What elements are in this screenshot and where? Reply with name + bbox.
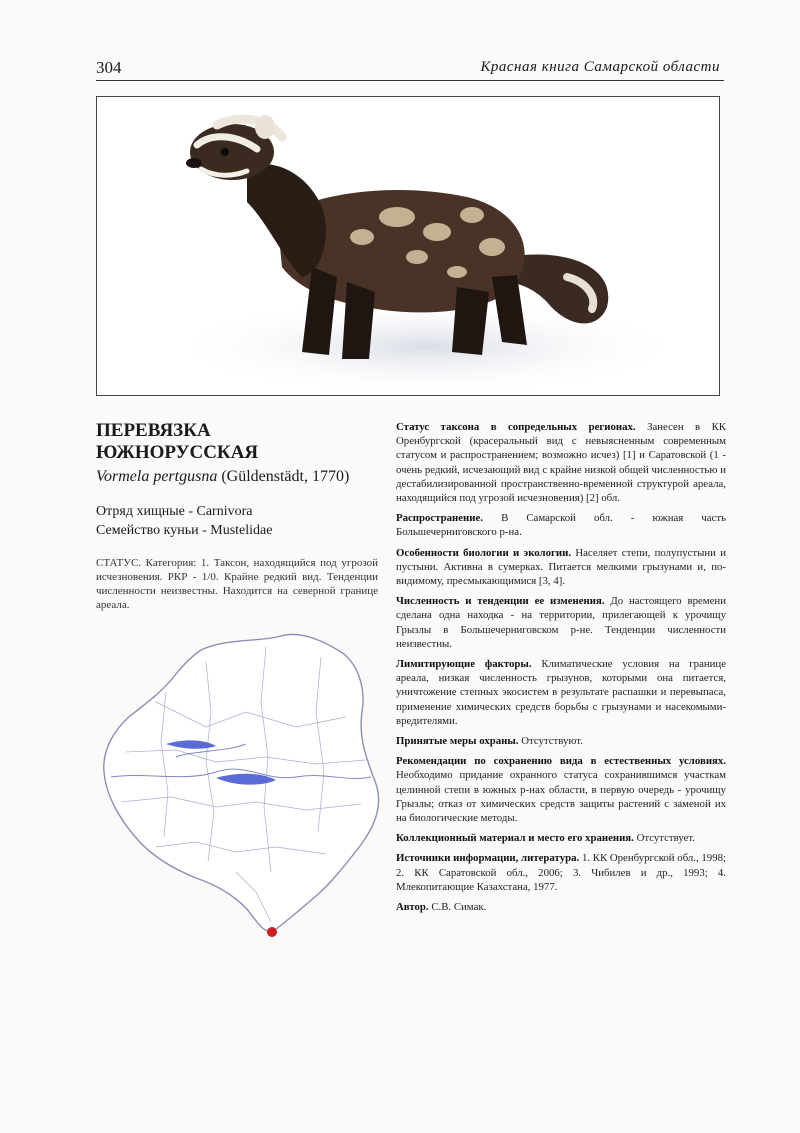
section-abundance: Численность и тенденции ее изменения. До настоящего времени сделана одна находка - на территории, прилегающей к урочищу Грызлы в Большечерниговском р-не. Тенденции численности неизвестны. [396,595,726,650]
taxonomy-family: Семейство куньи - Mustelidae [96,523,273,538]
section-protection-measures: Принятые меры охраны. Отсутствуют. [396,735,583,748]
species-description [396,420,726,920]
section-recommendations: Рекомендации по сохранению вида в естественных условиях. Необходимо придание охранного статуса сохранившимся участкам целинной степи в южных р-нах области, в первую очередь - урочищу Грызлы; отказ от химических средств защиты растений с заменой их на биологические методы. [396,755,726,825]
section-biology: Особенности биологии и экологии. Населяет степи, полупустыни и пустыни. Активна в сумерках. Питается мелкими грызунами и, по-видимому, пресмыкающимися [3, 4]. [396,546,727,588]
section-collection: Коллекционный материал и место его хранения. Отсутствует. [396,832,696,845]
author-year: (Güldenstädt, 1770) [221,468,350,485]
species-header [96,420,378,612]
section-neighbor-status: Статус таксона в сопредельных регионах. Занесен в КК Оренбургской (красеральный вид с невыясненным современным статусом и распространением; возможно исчез) [1] и Саратовской (1 - очень редкий, исчезающий вид с крайне низкой общей численностью и дестабилизированной пространственно-временной структурой ареала, находящийся под угрозой исчезновения) [2] обл. [396,421,727,505]
finding-location-marker [267,927,277,937]
distribution-map [96,632,386,940]
marbled-polecat-drawing [97,97,719,395]
page-header [96,54,720,80]
status-text: СТАТУС. Категория: 1. Таксон, находящийся под угрозой исчезновения. РКР - 1/0. Крайне редкий вид. Тенденции численности неизвестны. Находится на северной границе ареала. [96,557,378,611]
species-name-ru-line1: ПЕРЕВЯЗКА [96,420,211,441]
section-references: Источники информации, литература. 1. КК Оренбургской обл., 1998; 2. КК Саратовской обл., 2006; 3. Чибилев и др., 1993; 4. Млекопитающие Казахстана, 1977. [396,852,727,893]
samara-region-map [96,632,386,940]
taxonomy [96,502,378,540]
page-number: 304 [96,58,122,77]
section-limiting-factors: Лимитирующие факторы. Климатические условия на границе ареала, низкая численность грызунов, которыми она питается, уничтожение степных экосистем в результате распашки и перевыпаса, применение химических средств борьбы с грызунами и насекомыми-вредителями. [396,658,726,727]
running-title: Красная книга Самарской области [480,59,720,75]
section-author: Автор. С.В. Симак. [396,901,487,914]
taxonomy-order: Отряд хищные - Carnivora [96,504,253,519]
header-rule [96,80,724,81]
latin-binomial: Vormela pertgusna [96,468,218,485]
species-name-ru-line2: ЮЖНОРУССКАЯ [96,442,259,463]
ground-shadow [167,299,687,395]
species-illustration [96,96,720,396]
section-distribution: Распространение. В Самарской обл. - южная часть Большечерниговского р-на. [396,512,727,539]
species-name-ru [96,420,378,464]
species-name-latin [96,466,378,488]
